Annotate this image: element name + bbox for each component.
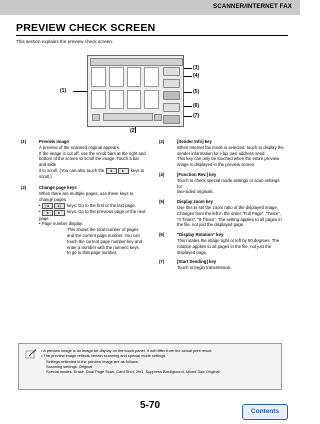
item-heading: (3) [Sender Info] key xyxy=(159,139,212,144)
preview-thumbnail xyxy=(91,90,106,110)
side-key-column xyxy=(163,67,180,127)
preview-thumbnail xyxy=(127,67,142,87)
description-column-right xyxy=(159,137,285,271)
note-line: Settings reflected in the preview image are as follows: xyxy=(46,358,139,364)
item-heading: (4) [Function Rev.] key xyxy=(159,171,217,177)
item-body: When Internet fax mode is selected, touch to display the sender information for I-fax own address send. This key can only be touched when the entire preview image is displayed in the preview screen. xyxy=(177,144,284,168)
preview-screen-illustration xyxy=(87,55,184,127)
callout-leader xyxy=(184,106,192,107)
preview-thumbnail xyxy=(109,90,124,110)
last-page-key-icon: ►| xyxy=(54,203,65,209)
note-line: Special modes: Erase, Dual Page Scan, Card Shot, 2in1, Suppress Background, Mixed Size Original xyxy=(46,369,220,375)
first-page-key[interactable] xyxy=(92,114,100,121)
callout-leader xyxy=(184,76,192,77)
page-number: 5-70 xyxy=(139,400,160,411)
item-heading: (2) Change page keys xyxy=(21,185,77,191)
note-line: • The preview image reflects certain scanning and special mode settings. xyxy=(41,353,167,359)
callout-leader xyxy=(184,92,192,93)
item-body: This rotates the image right or left by 90 degrees. The rotation applies to all pages in the file, not just the displayed page. xyxy=(177,237,280,255)
scroll-right-key-icon: ► xyxy=(118,168,129,174)
callout-2: (2) xyxy=(130,128,137,134)
next-page-key-icon: ► xyxy=(54,210,65,216)
scroll-left-key-icon: ◄ xyxy=(106,168,117,174)
item-heading: (7) [Start Sending] key xyxy=(159,259,217,265)
first-page-key-icon: |◄ xyxy=(42,203,53,209)
page-number-display[interactable] xyxy=(103,113,153,121)
title-rule xyxy=(16,35,288,36)
screen-title-bar xyxy=(90,58,183,66)
section-title: SCANNER/INTERNET FAX xyxy=(212,3,292,10)
callout-6: (6) xyxy=(193,103,200,109)
item-heading: (5) Display zoom key xyxy=(159,199,214,205)
previous-page-key-icon: ◄ xyxy=(42,210,53,216)
description-column-left xyxy=(21,137,147,256)
note-pencil-icon xyxy=(25,349,37,359)
preview-thumbnail xyxy=(109,67,124,87)
function-rev-key[interactable] xyxy=(163,79,180,88)
note-box xyxy=(18,343,282,390)
sender-info-key[interactable] xyxy=(163,67,180,76)
item-body: Touch to begin transmission. xyxy=(177,265,232,271)
callout-leader xyxy=(73,91,87,92)
display-rotation-key[interactable] xyxy=(163,103,180,112)
note-line: • A preview image is an image for display on the touch panel. It will differ from the actual print result. xyxy=(41,348,213,353)
callout-3: (3) xyxy=(193,65,200,71)
item-heading: (6) "Display Rotation" key xyxy=(159,232,224,238)
item-body: Use this to set the zoom ratio of the displayed image. Changes from the left in the order "Full Page", "Twice", "4 Times", "8 Times". The setting applies to all pages in the file, not just the displayed page. xyxy=(177,204,282,228)
preview-image-area xyxy=(91,67,159,109)
callout-leader xyxy=(184,116,192,117)
item-heading: (1) Preview image xyxy=(21,139,69,144)
preview-thumbnail xyxy=(144,90,159,110)
display-zoom-key[interactable] xyxy=(163,91,180,100)
item-body: A preview of the scanned original appears. If the image is cut off, use the scroll bars at the right and bottom of the screen to scroll the image. Touch a bar and slide it to scroll. (You can also touch the ◄ ► keys to scroll.) xyxy=(39,144,146,180)
callout-5: (5) xyxy=(193,89,200,95)
contents-button[interactable]: Contents xyxy=(242,404,288,420)
preview-thumbnail xyxy=(144,67,159,87)
last-page-key[interactable] xyxy=(154,114,162,121)
callout-1: (1) xyxy=(60,88,67,94)
item-body: When there are multiple pages, use these keys to change pages. • |◄ ►| keys: Go to the first or the last page. • ◄ ► keys: Go to the previous page or the next page. • Page number display: This shows the total number of pages and the current page number. You can touch the current page number key and enter a number with the numeric keys to go to that page number. xyxy=(39,191,146,256)
callout-4: (4) xyxy=(193,73,200,79)
preview-thumbnail xyxy=(127,90,142,110)
page-title: PREVIEW CHECK SCREEN xyxy=(16,22,156,34)
intro-text: This section explains the preview check screen. xyxy=(16,39,114,44)
item-body: Touch to check special mode settings or scan settings for two-sided originals. xyxy=(177,177,280,195)
preview-thumbnail xyxy=(91,67,106,87)
start-sending-key[interactable] xyxy=(163,115,180,124)
callout-7: (7) xyxy=(193,113,200,119)
callout-leader xyxy=(184,68,192,69)
header-bar xyxy=(0,0,300,15)
note-line: Scanning settings: Original xyxy=(46,363,93,369)
